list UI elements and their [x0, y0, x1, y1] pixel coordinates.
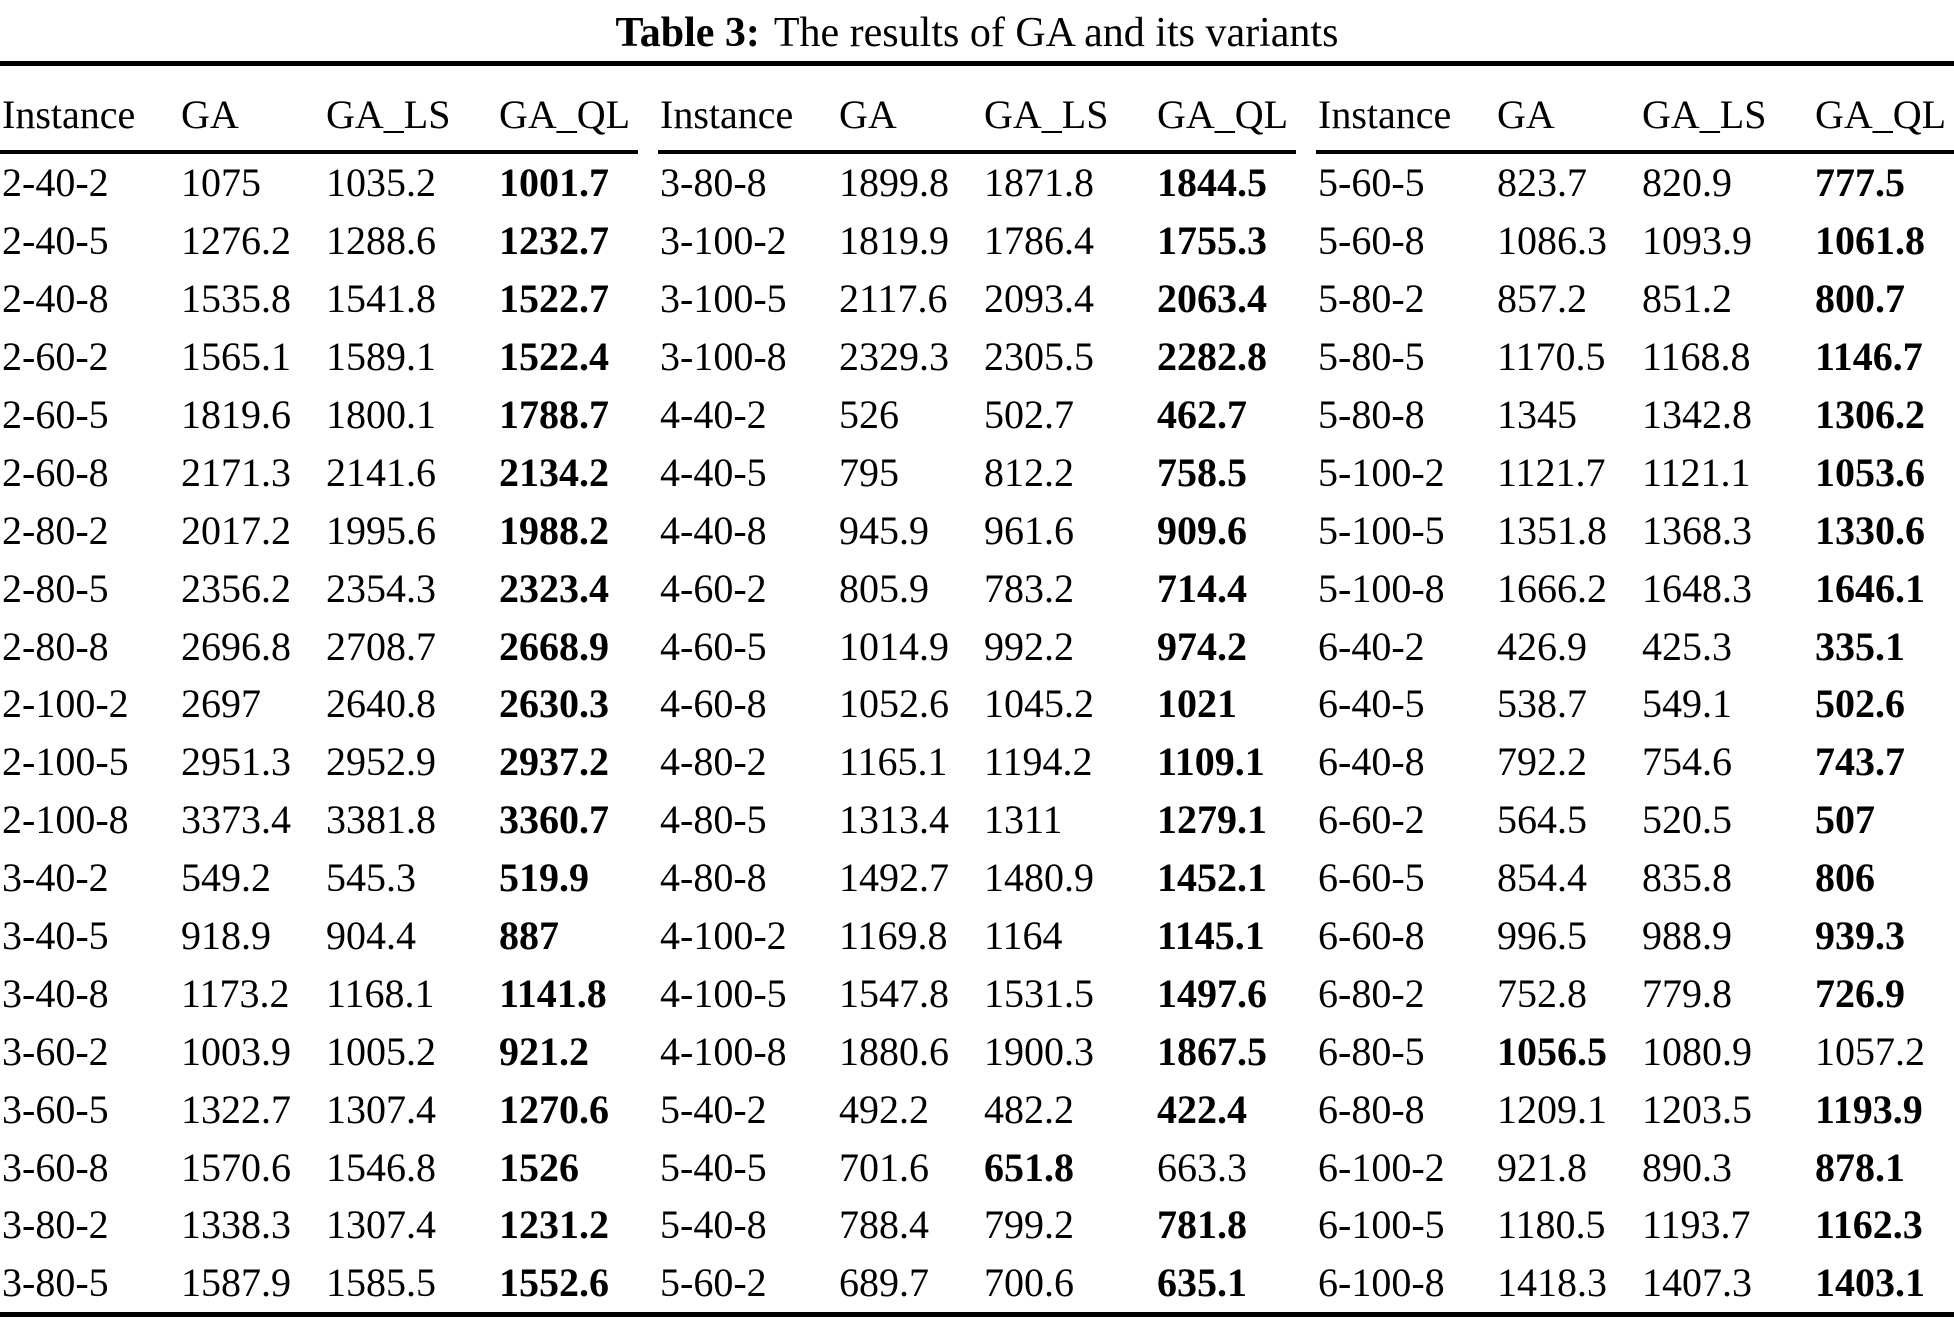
ga_ls-value-cell: 1121.1	[1642, 449, 1751, 495]
instance-cell: 2-60-5	[2, 392, 109, 437]
ga_ql-value-cell: 1146.7	[1815, 334, 1923, 380]
ga_ls-value-cell: 754.6	[1642, 739, 1732, 785]
ga_ql-value-cell: 2323.4	[499, 565, 609, 611]
ga_ql-value-cell: 1053.6	[1815, 449, 1925, 495]
instance-cell: 2-60-2	[2, 334, 109, 380]
ga-value-cell: 1345	[1497, 392, 1577, 437]
ga_ls-value-cell: 2141.6	[326, 449, 436, 495]
ga-value-cell: 1014.9	[839, 623, 949, 669]
instance-cell: 2-40-8	[2, 276, 109, 322]
ga-value-cell: 701.6	[839, 1144, 929, 1190]
ga_ls-value-cell: 700.6	[984, 1260, 1074, 1306]
ga_ls-value-cell: 1585.5	[326, 1260, 436, 1306]
ga_ls-value-cell: 651.8	[984, 1144, 1074, 1190]
instance-cell: 5-40-8	[660, 1202, 767, 1248]
ga-value-cell: 921.8	[1497, 1144, 1587, 1190]
instance-cell: 4-60-2	[660, 565, 767, 611]
ga-value-cell: 1170.5	[1497, 334, 1606, 380]
ga-value-cell: 1121.7	[1497, 449, 1606, 495]
ga-value-cell: 689.7	[839, 1260, 929, 1306]
table-caption-text: The results of GA and its variants	[773, 10, 1339, 56]
ga-value-cell: 1173.2	[181, 970, 290, 1016]
ga_ls-value-cell: 1168.8	[1642, 334, 1751, 380]
instance-cell: 5-60-2	[660, 1260, 767, 1306]
ga_ls-value-cell: 2708.7	[326, 623, 436, 669]
ga_ls-value-cell: 1194.2	[984, 739, 1093, 785]
instance-cell: 4-60-8	[660, 681, 767, 727]
ga_ql-value-cell: 1452.1	[1157, 855, 1267, 901]
instance-cell: 4-40-8	[660, 507, 767, 553]
ga_ql-value-cell: 1162.3	[1815, 1202, 1923, 1248]
ga_ql-value-cell: 635.1	[1157, 1260, 1247, 1306]
ga-value-cell: 1075	[181, 160, 261, 206]
ga-value-cell: 752.8	[1497, 970, 1587, 1016]
ga-value-cell: 492.2	[839, 1086, 929, 1132]
column-header-instance: Instance	[1318, 92, 1452, 137]
ga-value-cell: 805.9	[839, 565, 929, 611]
instance-cell: 5-80-5	[1318, 334, 1425, 380]
ga_ls-value-cell: 904.4	[326, 913, 416, 959]
ga_ql-value-cell: 726.9	[1815, 970, 1905, 1016]
ga_ls-value-cell: 988.9	[1642, 913, 1732, 959]
ga-value-cell: 1535.8	[181, 276, 291, 322]
ga-value-cell: 1666.2	[1497, 565, 1607, 611]
instance-cell: 6-40-5	[1318, 681, 1425, 727]
ga-value-cell: 996.5	[1497, 913, 1587, 959]
ga-value-cell: 1880.6	[839, 1028, 949, 1074]
ga_ls-value-cell: 1168.1	[326, 970, 435, 1016]
table-caption-label: Table 3:	[615, 10, 760, 56]
ga_ls-value-cell: 3381.8	[326, 797, 436, 843]
ga_ls-value-cell: 799.2	[984, 1202, 1074, 1248]
ga-value-cell: 1313.4	[839, 797, 949, 843]
ga_ql-value-cell: 1403.1	[1815, 1260, 1925, 1306]
ga_ls-value-cell: 1342.8	[1642, 392, 1752, 437]
ga-value-cell: 1169.8	[839, 913, 948, 959]
instance-cell: 5-60-5	[1318, 160, 1425, 206]
ga_ql-value-cell: 335.1	[1815, 623, 1905, 669]
instance-cell: 4-40-2	[660, 392, 767, 437]
instance-cell: 3-40-2	[2, 855, 109, 901]
instance-cell: 4-80-5	[660, 797, 767, 843]
column-group-3	[1316, 66, 1954, 1312]
ga_ql-value-cell: 422.4	[1157, 1086, 1247, 1132]
ga_ls-value-cell: 1871.8	[984, 160, 1094, 206]
ga-value-cell: 788.4	[839, 1202, 929, 1248]
ga_ql-value-cell: 1844.5	[1157, 160, 1267, 206]
column-header-ga: GA	[181, 92, 239, 137]
ga_ls-value-cell: 1311	[984, 797, 1063, 843]
ga-value-cell: 2017.2	[181, 507, 291, 553]
ga_ql-value-cell: 1867.5	[1157, 1028, 1267, 1074]
bottom-rule	[0, 1312, 1954, 1317]
ga_ql-value-cell: 1231.2	[499, 1202, 609, 1248]
ga_ql-value-cell: 1061.8	[1815, 218, 1925, 264]
ga_ls-value-cell: 812.2	[984, 449, 1074, 495]
ga_ls-value-cell: 2952.9	[326, 739, 436, 785]
column-header-ga: GA	[1497, 92, 1555, 137]
ga_ls-value-cell: 1045.2	[984, 681, 1094, 727]
instance-cell: 6-100-5	[1318, 1202, 1445, 1248]
ga_ql-value-cell: 714.4	[1157, 565, 1247, 611]
ga_ql-value-cell: 1141.8	[499, 970, 607, 1016]
ga_ql-value-cell: 502.6	[1815, 681, 1905, 727]
instance-cell: 3-40-5	[2, 913, 109, 959]
instance-cell: 5-80-8	[1318, 392, 1425, 437]
column-header-instance: Instance	[660, 92, 794, 137]
ga_ls-value-cell: 2354.3	[326, 565, 436, 611]
column-group-2	[658, 66, 1296, 1312]
ga_ls-value-cell: 1164	[984, 913, 1063, 959]
instance-cell: 6-100-8	[1318, 1260, 1445, 1306]
instance-cell: 3-60-5	[2, 1086, 109, 1132]
ga_ql-value-cell: 878.1	[1815, 1144, 1905, 1190]
ga_ls-value-cell: 1005.2	[326, 1028, 436, 1074]
ga_ls-value-cell: 520.5	[1642, 797, 1732, 843]
ga_ls-value-cell: 1193.7	[1642, 1202, 1751, 1248]
instance-cell: 3-60-2	[2, 1028, 109, 1074]
ga_ls-value-cell: 851.2	[1642, 276, 1732, 322]
instance-cell: 4-60-5	[660, 623, 767, 669]
ga-value-cell: 526	[839, 392, 899, 437]
ga_ls-value-cell: 2305.5	[984, 334, 1094, 380]
instance-cell: 2-80-8	[2, 623, 109, 669]
instance-cell: 6-60-5	[1318, 855, 1425, 901]
ga_ql-value-cell: 1270.6	[499, 1086, 609, 1132]
ga-value-cell: 945.9	[839, 507, 929, 553]
instance-cell: 5-60-8	[1318, 218, 1425, 264]
ga-value-cell: 823.7	[1497, 160, 1587, 206]
ga_ql-value-cell: 1522.7	[499, 276, 609, 322]
ga-value-cell: 2697	[181, 681, 261, 727]
ga-value-cell: 1547.8	[839, 970, 949, 1016]
ga-value-cell: 1338.3	[181, 1202, 291, 1248]
ga-value-cell: 1899.8	[839, 160, 949, 206]
ga-value-cell: 918.9	[181, 913, 271, 959]
ga_ql-value-cell: 887	[499, 913, 559, 959]
instance-cell: 6-100-2	[1318, 1144, 1445, 1190]
ga-value-cell: 1086.3	[1497, 218, 1607, 264]
ga_ls-value-cell: 1786.4	[984, 218, 1094, 264]
ga_ls-value-cell: 1900.3	[984, 1028, 1094, 1074]
ga_ql-value-cell: 1021	[1157, 681, 1237, 727]
ga_ql-value-cell: 1526	[499, 1144, 579, 1190]
instance-cell: 4-80-8	[660, 855, 767, 901]
instance-cell: 4-100-5	[660, 970, 787, 1016]
ga_ls-value-cell: 1407.3	[1642, 1260, 1752, 1306]
instance-cell: 6-80-5	[1318, 1028, 1425, 1074]
ga_ls-value-cell: 1093.9	[1642, 218, 1752, 264]
ga-value-cell: 3373.4	[181, 797, 291, 843]
ga-value-cell: 854.4	[1497, 855, 1587, 901]
ga_ls-value-cell: 1541.8	[326, 276, 436, 322]
ga-value-cell: 1587.9	[181, 1260, 291, 1306]
ga-value-cell: 1351.8	[1497, 507, 1607, 553]
ga_ls-value-cell: 890.3	[1642, 1144, 1732, 1190]
instance-cell: 3-40-8	[2, 970, 109, 1016]
ga_ls-value-cell: 1080.9	[1642, 1028, 1752, 1074]
instance-cell: 4-100-8	[660, 1028, 787, 1074]
ga_ql-value-cell: 2063.4	[1157, 276, 1267, 322]
instance-cell: 6-60-2	[1318, 797, 1425, 843]
instance-cell: 5-100-2	[1318, 449, 1445, 495]
instance-cell: 2-100-2	[2, 681, 129, 727]
table-caption	[0, 0, 1954, 61]
ga-value-cell: 1322.7	[181, 1086, 291, 1132]
ga_ql-value-cell: 1755.3	[1157, 218, 1267, 264]
ga-value-cell: 564.5	[1497, 797, 1587, 843]
instance-cell: 6-40-2	[1318, 623, 1425, 669]
ga_ls-value-cell: 482.2	[984, 1086, 1074, 1132]
ga_ls-value-cell: 2640.8	[326, 681, 436, 727]
instance-cell: 3-100-2	[660, 218, 787, 264]
ga-value-cell: 2171.3	[181, 449, 291, 495]
instance-cell: 3-80-8	[660, 160, 767, 206]
column-group-1	[0, 66, 638, 1312]
ga-value-cell: 1052.6	[839, 681, 949, 727]
instance-cell: 2-40-2	[2, 160, 109, 206]
instance-cell: 2-100-8	[2, 797, 129, 843]
ga_ql-value-cell: 806	[1815, 855, 1875, 901]
ga-value-cell: 857.2	[1497, 276, 1587, 322]
ga_ql-value-cell: 921.2	[499, 1028, 589, 1074]
ga_ql-value-cell: 743.7	[1815, 739, 1905, 785]
ga_ql-value-cell: 1057.2	[1815, 1028, 1925, 1074]
ga_ls-value-cell: 783.2	[984, 565, 1074, 611]
ga-value-cell: 1276.2	[181, 218, 291, 264]
ga_ql-value-cell: 1306.2	[1815, 392, 1925, 437]
ga_ls-value-cell: 425.3	[1642, 623, 1732, 669]
instance-cell: 2-80-2	[2, 507, 109, 553]
instance-cell: 3-100-5	[660, 276, 787, 322]
ga_ql-value-cell: 1497.6	[1157, 970, 1267, 1016]
results-table	[0, 66, 1954, 1312]
ga_ls-value-cell: 1589.1	[326, 334, 436, 380]
ga-value-cell: 1565.1	[181, 334, 291, 380]
instance-cell: 5-80-2	[1318, 276, 1425, 322]
ga_ls-value-cell: 1307.4	[326, 1202, 436, 1248]
ga_ls-value-cell: 1368.3	[1642, 507, 1752, 553]
ga_ql-value-cell: 1552.6	[499, 1260, 609, 1306]
column-header-ga: GA	[839, 92, 897, 137]
ga_ql-value-cell: 2937.2	[499, 739, 609, 785]
ga_ls-value-cell: 835.8	[1642, 855, 1732, 901]
ga_ql-value-cell: 2630.3	[499, 681, 609, 727]
ga-value-cell: 1418.3	[1497, 1260, 1607, 1306]
ga_ql-value-cell: 1193.9	[1815, 1086, 1923, 1132]
instance-cell: 2-100-5	[2, 739, 129, 785]
ga-value-cell: 1056.5	[1497, 1028, 1607, 1074]
column-header-ga_ls: GA_LS	[1642, 92, 1767, 137]
instance-cell: 4-40-5	[660, 449, 767, 495]
ga-value-cell: 795	[839, 449, 899, 495]
ga-value-cell: 538.7	[1497, 681, 1587, 727]
instance-cell: 3-60-8	[2, 1144, 109, 1190]
instance-cell: 3-100-8	[660, 334, 787, 380]
instance-cell: 6-80-8	[1318, 1086, 1425, 1132]
ga_ql-value-cell: 1988.2	[499, 507, 609, 553]
instance-cell: 4-100-2	[660, 913, 787, 959]
ga-value-cell: 1570.6	[181, 1144, 291, 1190]
instance-cell: 6-60-8	[1318, 913, 1425, 959]
instance-cell: 2-40-5	[2, 218, 109, 264]
ga-value-cell: 1819.9	[839, 218, 949, 264]
instance-cell: 5-100-5	[1318, 507, 1445, 553]
ga-value-cell: 426.9	[1497, 623, 1587, 669]
ga_ls-value-cell: 1995.6	[326, 507, 436, 553]
ga_ql-value-cell: 800.7	[1815, 276, 1905, 322]
ga_ql-value-cell: 758.5	[1157, 449, 1247, 495]
ga_ls-value-cell: 820.9	[1642, 160, 1732, 206]
ga_ls-value-cell: 779.8	[1642, 970, 1732, 1016]
ga-value-cell: 1165.1	[839, 739, 948, 785]
column-header-ga_ql: GA_QL	[499, 92, 631, 137]
instance-cell: 5-100-8	[1318, 565, 1445, 611]
ga_ql-value-cell: 2668.9	[499, 623, 609, 669]
ga_ls-value-cell: 1531.5	[984, 970, 1094, 1016]
ga_ls-value-cell: 1307.4	[326, 1086, 436, 1132]
ga-value-cell: 1209.1	[1497, 1086, 1607, 1132]
column-header-ga_ls: GA_LS	[326, 92, 451, 137]
instance-cell: 2-80-5	[2, 565, 109, 611]
ga_ql-value-cell: 1232.7	[499, 218, 609, 264]
ga_ls-value-cell: 961.6	[984, 507, 1074, 553]
ga_ls-value-cell: 992.2	[984, 623, 1074, 669]
ga_ls-value-cell: 1480.9	[984, 855, 1094, 901]
ga-value-cell: 1819.6	[181, 392, 291, 437]
ga-value-cell: 2951.3	[181, 739, 291, 785]
instance-cell: 6-80-2	[1318, 970, 1425, 1016]
column-header-ga_ql: GA_QL	[1157, 92, 1289, 137]
ga_ls-value-cell: 1800.1	[326, 392, 436, 437]
column-header-ga_ls: GA_LS	[984, 92, 1109, 137]
ga_ls-value-cell: 549.1	[1642, 681, 1732, 727]
ga_ql-value-cell: 974.2	[1157, 623, 1247, 669]
ga_ql-value-cell: 909.6	[1157, 507, 1247, 553]
ga-value-cell: 2696.8	[181, 623, 291, 669]
ga_ql-value-cell: 462.7	[1157, 392, 1247, 437]
instance-cell: 3-80-5	[2, 1260, 109, 1306]
instance-cell: 6-40-8	[1318, 739, 1425, 785]
ga_ql-value-cell: 1330.6	[1815, 507, 1925, 553]
ga_ql-value-cell: 1145.1	[1157, 913, 1265, 959]
column-header-instance: Instance	[2, 92, 136, 137]
ga_ls-value-cell: 502.7	[984, 392, 1074, 437]
ga-value-cell: 1492.7	[839, 855, 949, 901]
ga_ls-value-cell: 1288.6	[326, 218, 436, 264]
ga-value-cell: 1180.5	[1497, 1202, 1606, 1248]
ga_ql-value-cell: 1001.7	[499, 160, 609, 206]
instance-cell: 5-40-2	[660, 1086, 767, 1132]
instance-cell: 4-80-2	[660, 739, 767, 785]
ga_ql-value-cell: 507	[1815, 797, 1875, 843]
column-header-ga_ql: GA_QL	[1815, 92, 1947, 137]
ga_ql-value-cell: 3360.7	[499, 797, 609, 843]
ga_ql-value-cell: 2134.2	[499, 449, 609, 495]
ga_ql-value-cell: 777.5	[1815, 160, 1905, 206]
ga_ls-value-cell: 545.3	[326, 855, 416, 901]
instance-cell: 5-40-5	[660, 1144, 767, 1190]
instance-cell: 2-60-8	[2, 449, 109, 495]
ga_ls-value-cell: 1035.2	[326, 160, 436, 206]
ga_ql-value-cell: 2282.8	[1157, 334, 1267, 380]
ga_ql-value-cell: 1522.4	[499, 334, 609, 380]
ga-value-cell: 1003.9	[181, 1028, 291, 1074]
instance-cell: 3-80-2	[2, 1202, 109, 1248]
ga_ls-value-cell: 1546.8	[326, 1144, 436, 1190]
ga_ql-value-cell: 663.3	[1157, 1144, 1247, 1190]
ga_ql-value-cell: 1279.1	[1157, 797, 1267, 843]
ga-value-cell: 2356.2	[181, 565, 291, 611]
ga_ql-value-cell: 1109.1	[1157, 739, 1265, 785]
ga_ql-value-cell: 939.3	[1815, 913, 1905, 959]
ga-value-cell: 2329.3	[839, 334, 949, 380]
ga_ls-value-cell: 1648.3	[1642, 565, 1752, 611]
ga-value-cell: 549.2	[181, 855, 271, 901]
ga_ql-value-cell: 519.9	[499, 855, 589, 901]
ga_ls-value-cell: 1203.5	[1642, 1086, 1752, 1132]
ga_ql-value-cell: 781.8	[1157, 1202, 1247, 1248]
ga_ql-value-cell: 1646.1	[1815, 565, 1925, 611]
ga-value-cell: 2117.6	[839, 276, 948, 322]
ga_ql-value-cell: 1788.7	[499, 392, 609, 437]
ga_ls-value-cell: 2093.4	[984, 276, 1094, 322]
ga-value-cell: 792.2	[1497, 739, 1587, 785]
